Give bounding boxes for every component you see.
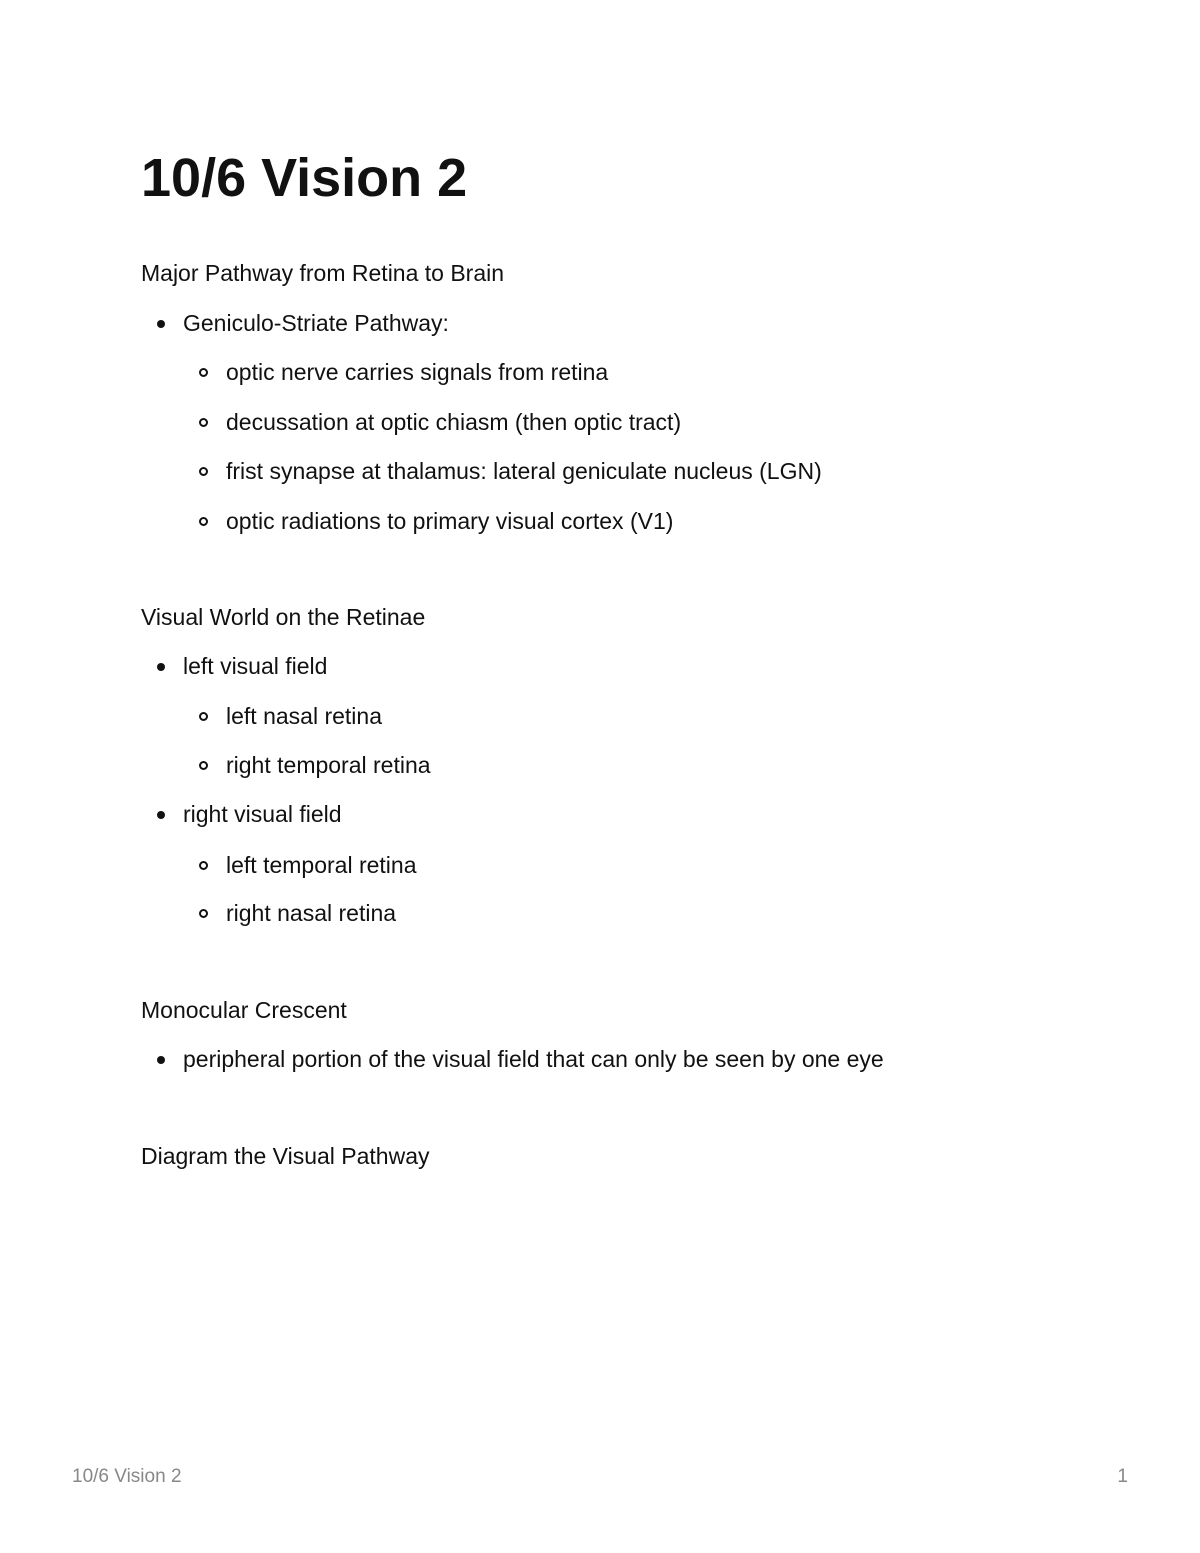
list-item: peripheral portion of the visual field that can only be seen by one eye [183,1046,884,1072]
sub-list-item: decussation at optic chiasm (then optic tract) [226,409,682,435]
bullet-circle-icon [199,909,208,918]
footer-doc-name: 10/6 Vision 2 [72,1466,182,1487]
bullet-disc-icon [157,663,165,671]
bullet-circle-icon [199,418,208,427]
bullet-circle-icon [199,517,208,526]
bullet-disc-icon [157,811,165,819]
bullet-circle-icon [199,712,208,721]
section-heading-major-pathway: Major Pathway from Retina to Brain [141,260,505,286]
list-item: right visual field [183,801,342,827]
sub-list-item: frist synapse at thalamus: lateral geniculate nucleus (LGN) [226,458,822,484]
bullet-disc-icon [157,1056,165,1064]
bullet-disc-icon [157,320,165,328]
page-title: 10/6 Vision 2 [141,148,468,208]
bullet-circle-icon [199,861,208,870]
sub-list-item: optic nerve carries signals from retina [226,359,609,385]
section-heading-monocular-crescent: Monocular Crescent [141,997,347,1023]
list-item: left visual field [183,653,328,679]
sub-list-item: left temporal retina [226,852,417,878]
section-heading-visual-world: Visual World on the Retinae [141,604,426,630]
list-item: Geniculo-Striate Pathway: [183,310,449,336]
sub-list-item: left nasal retina [226,703,382,729]
sub-list-item: right temporal retina [226,752,431,778]
sub-list-item: right nasal retina [226,900,397,926]
bullet-circle-icon [199,368,208,377]
footer-page-number: 1 [1117,1466,1128,1487]
bullet-circle-icon [199,467,208,476]
sub-list-item: optic radiations to primary visual cortex (V1) [226,508,674,534]
bullet-circle-icon [199,761,208,770]
section-heading-diagram: Diagram the Visual Pathway [141,1143,430,1169]
